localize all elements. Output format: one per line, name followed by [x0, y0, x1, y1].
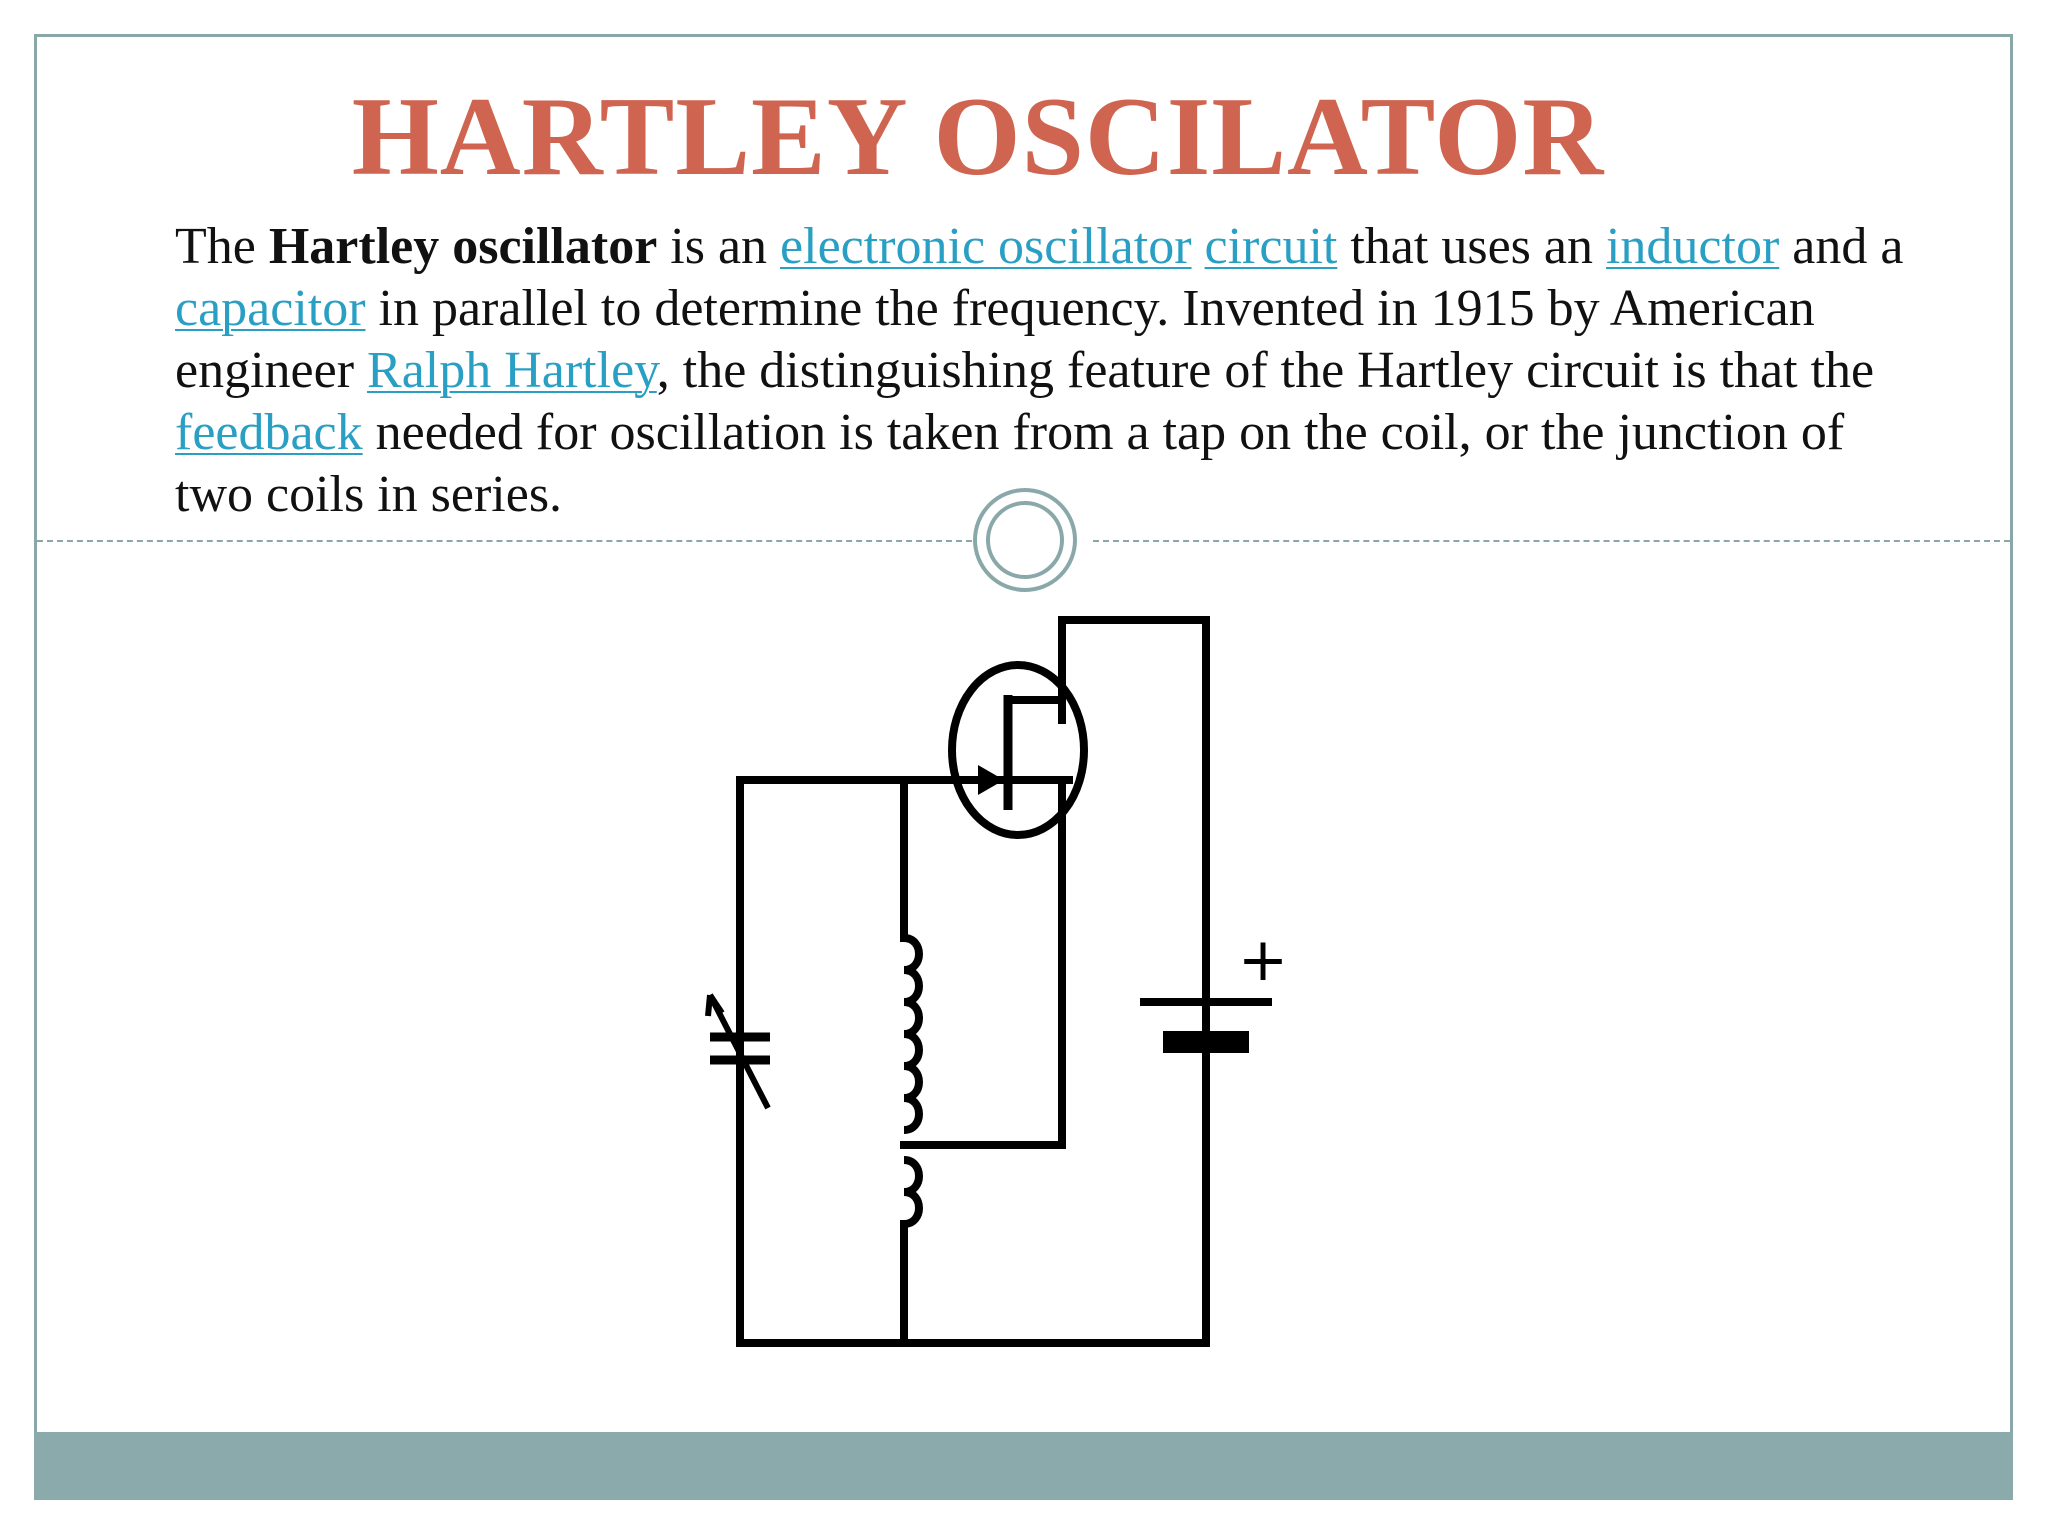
link-inductor[interactable]: inductor: [1605, 218, 1780, 275]
body-paragraph: [175, 216, 1905, 526]
divider-left: [37, 540, 972, 542]
inductor-coil: [904, 938, 919, 1224]
hartley-circuit-diagram: [680, 600, 1320, 1360]
bold-term: Hartley oscillator: [268, 218, 658, 275]
capacitor-arrow-head: [708, 995, 722, 1016]
link-feedback[interactable]: feedback: [175, 404, 363, 461]
battery-plus-label: +: [1237, 925, 1289, 995]
text-run: in parallel to determine the frequency. Invented in 1915 by American engineer: [175, 280, 1815, 399]
text-run: needed for oscillation is taken from a tap on the coil, or the junction of two coils in series.: [175, 404, 1845, 523]
link-capacitor[interactable]: capacitor: [175, 280, 366, 337]
slide-title: HARTLEY OSCILATOR: [351, 75, 1605, 199]
link-ralph-hartley[interactable]: Ralph Hartley: [367, 342, 657, 399]
divider-right: [1093, 540, 2010, 542]
divider-ring-inner: [986, 501, 1064, 579]
link-circuit[interactable]: circuit: [1204, 218, 1338, 275]
text-run: [1192, 218, 1205, 275]
battery-short-plate: [1163, 1031, 1249, 1053]
text-run: is an: [657, 218, 781, 275]
text-run: that uses an: [1337, 218, 1606, 275]
wire-left-loop: [740, 620, 1206, 1343]
text-run: The: [175, 218, 269, 275]
text-run: and a: [1779, 218, 1904, 275]
link-electronic-oscillator[interactable]: electronic oscillator: [780, 218, 1192, 275]
transistor-symbol: [952, 665, 1084, 835]
text-run: , the distinguishing feature of the Hartley circuit is that the: [656, 342, 1875, 399]
transistor-envelope: [952, 665, 1084, 835]
footer-bar: [34, 1432, 2013, 1500]
transistor-arrow: [978, 765, 1004, 795]
